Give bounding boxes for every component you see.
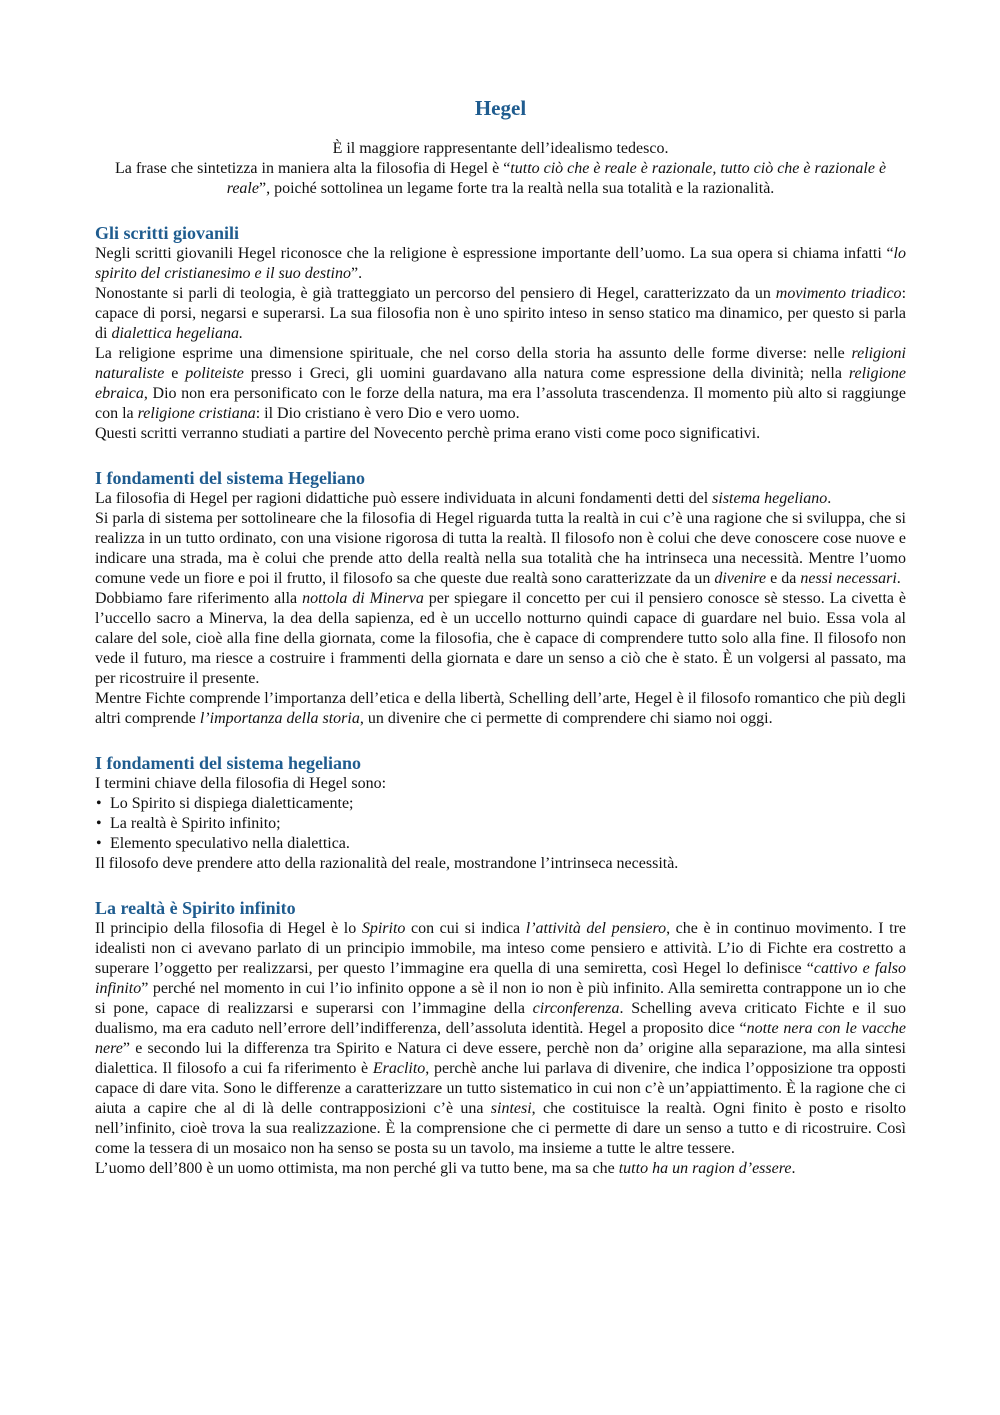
- paragraph: [95, 1159, 906, 1179]
- text: Dobbiamo fare riferimento alla: [95, 590, 303, 607]
- text: .: [896, 570, 901, 587]
- list-item: • La realtà è Spirito infinito;: [95, 814, 906, 834]
- text: : il Dio cristiano è vero Dio e vero uomo.: [255, 405, 520, 422]
- text: La filosofia di Hegel per ragioni didattiche può essere individuata in alcuni fondamenti detti del: [95, 490, 713, 507]
- paragraph: [95, 489, 906, 509]
- italic-text: movimento triadico: [775, 285, 902, 302]
- section-heading: Gli scritti giovanili: [95, 223, 239, 243]
- text: ” e secondo lui la differenza tra Spirito e Natura ci deve essere, perchè non da’ origine alla separazione, ma alla sintesi dialettica. Il filosofo a cui fa riferimento è: [95, 1040, 906, 1077]
- paragraph: [95, 284, 906, 344]
- text: Il principio della filosofia di Hegel è lo: [95, 920, 362, 937]
- text: , che è in continuo movimento. I tre idealisti non ci avevano parlato di un principio immobile, ma inteso come pensiero e attività. L’io di Fichte era costretto a superare l’oggetto per realizzarsi, per questo l’immagine era quella di una semiretta, così Hegel lo definisce “: [95, 920, 907, 977]
- text: , perchè anche lui parlava di divenire, che indica l’opposizione tra opposti capace di dare vita. Sono le differenze a caratterizzare un tutto sistematico in cui non c’è un’appiattimento. È la ragione che ci aiuta a capire che al di là delle contrapposizioni c’è una: [95, 1060, 907, 1117]
- section-heading: I fondamenti del sistema Hegeliano: [95, 468, 365, 488]
- text: con cui si indica: [405, 920, 526, 937]
- text: L’uomo dell’800 è un uomo ottimista, ma non perché gli va tutto bene, ma sa che: [95, 1160, 619, 1177]
- paragraph: [95, 509, 906, 589]
- italic-text: circonferenza: [532, 1000, 620, 1017]
- section-termini-chiave: [95, 752, 906, 874]
- text: , un divenire che ci permette di comprendere chi siamo noi oggi.: [359, 710, 773, 727]
- italic-text: nessi necessari: [800, 570, 897, 587]
- bullet-list: [95, 794, 906, 854]
- text: ” perché nel momento in cui l’io infinito oppone a sè il non io non è più infinito. Alla semiretta contrappone un io che si pone, capace di realizzarsi e superarsi con l’immagine della: [95, 980, 906, 1017]
- section-fondamenti-sistema: [95, 467, 906, 729]
- italic-text: l’attività del pensiero: [525, 920, 667, 937]
- text: , che costituisce la realtà. Ogni finito è posto e risolto nell’infinito, cioè trova la sua realizzazione. È la comprensione che ci permette di dare un senso a tutto e di ricostruire. Così come la tessera di un mosaico non ha senso se posta su un tavolo, ma insieme a tutte le altre tessere.: [95, 1100, 906, 1157]
- text: Si parla di sistema per sottolineare che la filosofia di Hegel riguarda tutta la realtà in cui c’è una ragione che si sviluppa, che si realizza in un tutto ordinato, con una visione rigorosa di tutta la realtà. Il filosofo non è colui che deve conoscere cose nuove e indicare una strada, ma è colui che prende atto della realtà nella sua totalità che ha intrinseca una necessità. Mentre l’uomo comune vede un fiore e poi il frutto, il filosofo sa che queste due realtà sono caratterizzate da un: [95, 510, 906, 587]
- text: .: [791, 1160, 796, 1177]
- section-scritti-giovanili: [95, 222, 906, 444]
- list-item: • Elemento speculativo nella dialettica.: [95, 834, 906, 854]
- intro-line: È il maggiore rappresentante dell’idealismo tedesco.: [332, 140, 669, 157]
- text: : capace di porsi, negarsi e superarsi. La sua filosofia non è uno spirito inteso in senso statico ma dinamico, per questo si parla di: [95, 285, 907, 342]
- italic-text: cattivo e falso infinito: [95, 960, 907, 997]
- intro-paragraph: [95, 159, 906, 199]
- italic-text: religione ebraica: [95, 365, 906, 402]
- paragraph: [95, 344, 906, 424]
- italic-text: Spirito: [361, 920, 406, 937]
- section-heading: I fondamenti del sistema hegeliano: [95, 753, 362, 773]
- text: . Schelling aveva criticato Fichte e il suo dualismo, ma era caduto nell’errore dell’indifferenza, dell’assoluta identità. Hegel a proposito dice “: [95, 1000, 906, 1037]
- italic-text: politeiste: [185, 365, 244, 382]
- text: Nonostante si parli di teologia, è già tratteggiato un percorso del pensiero di Hegel, caratterizzato da un: [95, 285, 776, 302]
- text: per spiegare il concetto per cui il pensiero conosce sè stesso. La civetta è l’uccello sacro a Minerva, la dea della sapienza, ed è un uccello notturno quindi capace di guardare nel buio. Essa vola al calare del sole, cioè alla fine della giornata, come la filosofia, che è capace di comprendere tutto solo alla fine. Il filosofo non vede il futuro, ma riesce a costruire i frammenti della giornata e dare un senso a ciò che è stato. È un volgersi al passato, ma per ricostruire il presente.: [95, 590, 907, 687]
- text: presso i Greci, gli uomini guardavano alla natura come espressione della divinità; nella: [243, 365, 849, 382]
- paragraph: [95, 919, 906, 1159]
- document-title: Hegel: [474, 96, 527, 120]
- italic-text: sistema hegeliano: [712, 490, 828, 507]
- text: .: [827, 490, 832, 507]
- paragraph: [95, 244, 906, 284]
- italic-text: l’importanza della storia: [199, 710, 360, 727]
- text: ”.: [351, 265, 363, 282]
- paragraph: [95, 589, 906, 689]
- text: , Dio non era personificato con le forze della natura, ma era l’assoluta trascendenza. Il momento più alto si raggiunge con la: [95, 385, 906, 422]
- italic-text: religione cristiana: [137, 405, 256, 422]
- italic-text: divenire: [714, 570, 767, 587]
- document-page: [95, 94, 906, 1179]
- text: e da: [766, 570, 801, 587]
- section-spirito-infinito: [95, 897, 906, 1179]
- italic-text: religioni naturaliste: [95, 345, 906, 382]
- section-heading: La realtà è Spirito infinito: [95, 898, 296, 918]
- text: Negli scritti giovanili Hegel riconosce che la religione è espressione importante dell’uomo. La sua opera si chiama infatti “: [95, 245, 894, 262]
- italic-text: lo spirito del cristianesimo e il suo destino: [95, 245, 906, 282]
- italic-text: nottola di Minerva: [302, 590, 424, 607]
- text: La religione esprime una dimensione spirituale, che nel corso della storia ha assunto delle forme diverse: nelle: [95, 345, 852, 362]
- text: e: [164, 365, 186, 382]
- intro-quote: tutto ciò che è reale è razionale, tutto ciò che è razionale è reale: [226, 160, 887, 197]
- paragraph: Il filosofo deve prendere atto della razionalità del reale, mostrandone l’intrinseca necessità.: [95, 855, 679, 872]
- paragraph: [95, 689, 906, 729]
- italic-text: sintesi: [490, 1100, 532, 1117]
- italic-text: Eraclito: [372, 1060, 426, 1077]
- paragraph: Questi scritti verranno studiati a partire del Novecento perchè prima erano visti come poco significativi.: [95, 425, 761, 442]
- list-item: • Lo Spirito si dispiega dialetticamente;: [95, 794, 906, 814]
- text: Mentre Fichte comprende l’importanza dell’etica e della libertà, Schelling dell’arte, Hegel è il filosofo romantico che più degli altri comprende: [95, 690, 906, 727]
- italic-text: dialettica hegeliana.: [111, 325, 243, 342]
- intro-text: La frase che sintetizza in maniera alta la filosofia di Hegel è “: [114, 160, 511, 177]
- intro-text: ”, poiché sottolinea un legame forte tra la realtà nella sua totalità e la razionalità.: [258, 180, 775, 197]
- italic-text: notte nera con le vacche nere: [95, 1020, 906, 1057]
- italic-text: tutto ha un ragion d’essere: [618, 1160, 792, 1177]
- paragraph: I termini chiave della filosofia di Hegel sono:: [95, 775, 387, 792]
- intro-block: [95, 139, 906, 199]
